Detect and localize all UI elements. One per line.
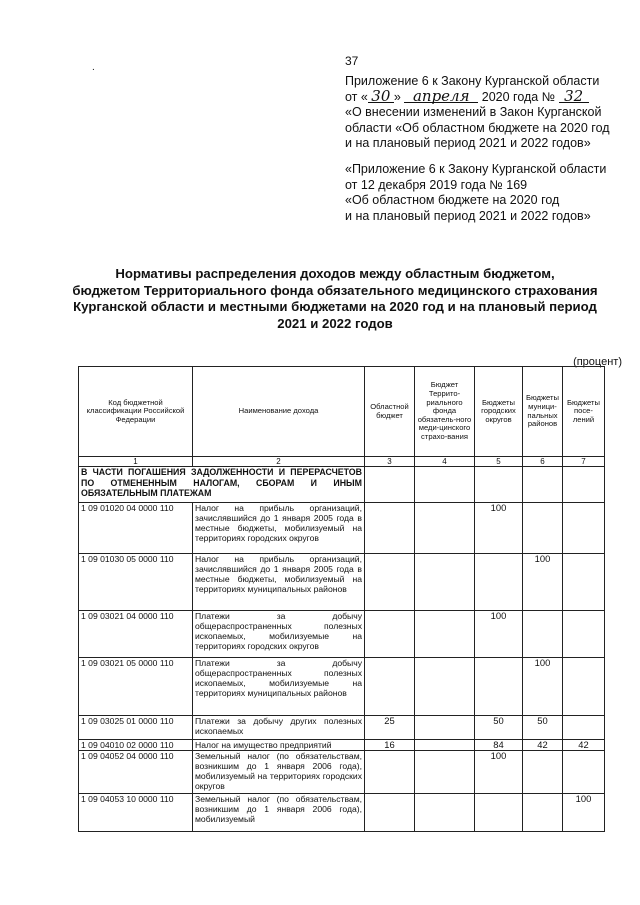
- row-tfoms: [415, 794, 475, 832]
- empty-cell: [523, 467, 563, 503]
- row-regional: [365, 794, 415, 832]
- title-line-2: бюджетом Территориального фонда обязательного медицинского страхования: [72, 282, 598, 298]
- row-city: 100: [475, 503, 523, 554]
- row-district: 42: [523, 740, 563, 751]
- row-city: [475, 794, 523, 832]
- row-settlement: [563, 658, 605, 716]
- header-regional: Областной бюджет: [365, 367, 415, 457]
- row-city: 84: [475, 740, 523, 751]
- amendment-line-3: «О внесении изменений в Закон Курганской: [345, 105, 602, 119]
- document-title: [70, 266, 600, 332]
- row-district: [523, 611, 563, 658]
- row-name: Платежи за добычу других полезных ископаемых: [193, 716, 365, 740]
- col-num: 7: [563, 457, 605, 467]
- table-row: [79, 503, 605, 554]
- row-code: 1 09 01020 04 0000 110: [79, 503, 193, 554]
- row-name: Платежи за добычу общераспространенных полезных ископаемых, мобилизуемые на территориях муниципальных районов: [193, 658, 365, 716]
- row-district: [523, 751, 563, 794]
- row-city: 50: [475, 716, 523, 740]
- row-settlement: 42: [563, 740, 605, 751]
- row-name: Налог на прибыль организаций, зачислявшийся до 1 января 2005 года в местные бюджеты, мобилизуемый на территориях муниципальных районов: [193, 554, 365, 611]
- amendment-header: [345, 74, 635, 152]
- row-settlement: [563, 503, 605, 554]
- row-tfoms: [415, 503, 475, 554]
- row-district: [523, 503, 563, 554]
- empty-cell: [365, 467, 415, 503]
- handwritten-number: 32: [559, 90, 589, 103]
- row-tfoms: [415, 751, 475, 794]
- header-district: Бюджеты муници-пальных районов: [523, 367, 563, 457]
- original-law-header: [345, 162, 635, 224]
- header-name: Наименование дохода: [193, 367, 365, 457]
- norms-table: [78, 366, 605, 832]
- empty-cell: [475, 467, 523, 503]
- row-code: 1 09 03025 01 0000 110: [79, 716, 193, 740]
- table-header-row: [79, 367, 605, 457]
- row-district: 100: [523, 658, 563, 716]
- table-row: [79, 740, 605, 751]
- table-row: [79, 794, 605, 832]
- row-regional: 16: [365, 740, 415, 751]
- table-row: [79, 611, 605, 658]
- row-tfoms: [415, 716, 475, 740]
- amendment-line-2: [345, 86, 635, 106]
- from-prefix: от «: [345, 89, 368, 104]
- row-tfoms: [415, 658, 475, 716]
- row-name: Платежи за добычу общераспространенных полезных ископаемых, мобилизуемые на территориях городских округов: [193, 611, 365, 658]
- title-line-4: 2021 и 2022 годов: [277, 315, 393, 331]
- table-row: [79, 716, 605, 740]
- row-district: 50: [523, 716, 563, 740]
- row-code: 1 09 01030 05 0000 110: [79, 554, 193, 611]
- row-regional: [365, 554, 415, 611]
- col-num: 2: [193, 457, 365, 467]
- original-line-2: от 12 декабря 2019 года № 169: [345, 177, 528, 192]
- row-name: Налог на имущество предприятий: [193, 740, 365, 751]
- row-tfoms: [415, 554, 475, 611]
- title-line-3: Курганской области и местными бюджетами на 2020 год и на плановый период: [73, 299, 597, 314]
- year-text: 2020 года №: [481, 89, 556, 104]
- amendment-line-4: области «Об областном бюджете на 2020 год: [345, 120, 610, 135]
- handwritten-day: 30: [368, 90, 394, 103]
- handwritten-month: апреля: [404, 90, 478, 103]
- row-code: 1 09 03021 05 0000 110: [79, 658, 193, 716]
- original-line-4: и на плановый период 2021 и 2022 годов»: [345, 208, 591, 223]
- empty-cell: [563, 467, 605, 503]
- row-tfoms: [415, 740, 475, 751]
- row-district: [523, 794, 563, 832]
- row-regional: [365, 658, 415, 716]
- col-num: 1: [79, 457, 193, 467]
- row-tfoms: [415, 611, 475, 658]
- unit-label: (процент): [573, 356, 622, 368]
- original-line-1: «Приложение 6 к Закону Курганской области: [345, 162, 607, 176]
- scan-speck: .: [92, 62, 95, 73]
- column-number-row: [79, 457, 605, 467]
- row-regional: 25: [365, 716, 415, 740]
- header-code: Код бюджетной классификации Российской Федерации: [79, 367, 193, 457]
- page-number: 37: [345, 54, 359, 68]
- col-num: 3: [365, 457, 415, 467]
- day-close-quote: »: [393, 89, 401, 104]
- row-code: 1 09 04053 10 0000 110: [79, 794, 193, 832]
- amendment-line-1: Приложение 6 к Закону Курганской области: [345, 74, 600, 88]
- row-code: 1 09 04010 02 0000 110: [79, 740, 193, 751]
- row-code: 1 09 03021 04 0000 110: [79, 611, 193, 658]
- row-name: Налог на прибыль организаций, зачислявшийся до 1 января 2005 года в местные бюджеты, мобилизуемый на территориях городских округов: [193, 503, 365, 554]
- col-num: 4: [415, 457, 475, 467]
- row-code: 1 09 04052 04 0000 110: [79, 751, 193, 794]
- empty-cell: [415, 467, 475, 503]
- row-regional: [365, 751, 415, 794]
- row-name: Земельный налог (по обязательствам, возникшим до 1 января 2006 года), мобилизуемый на территориях городских округов: [193, 751, 365, 794]
- header-settlement: Бюджеты посе-лений: [563, 367, 605, 457]
- table-row: [79, 658, 605, 716]
- amendment-line-5: и на плановый период 2021 и 2022 годов»: [345, 136, 591, 150]
- row-settlement: [563, 611, 605, 658]
- row-city: [475, 658, 523, 716]
- row-regional: [365, 503, 415, 554]
- row-settlement: [563, 554, 605, 611]
- title-line-1: Нормативы распределения доходов между областным бюджетом,: [115, 266, 555, 281]
- row-settlement: [563, 716, 605, 740]
- original-line-3: «Об областном бюджете на 2020 год: [345, 193, 560, 207]
- row-name: Земельный налог (по обязательствам, возникшим до 1 января 2006 года), мобилизуемый: [193, 794, 365, 832]
- section-heading: В ЧАСТИ ПОГАШЕНИЯ ЗАДОЛЖЕННОСТИ И ПЕРЕРАСЧЕТОВ ПО ОТМЕНЕННЫМ НАЛОГАМ, СБОРАМ И ИНЫМ ОБЯЗАТЕЛЬНЫМ ПЛАТЕЖАМ: [79, 467, 365, 503]
- row-city: 100: [475, 751, 523, 794]
- header-tfoms: Бюджет Террито-риального фонда обязатель-ного меди-цинского страхо-вания: [415, 367, 475, 457]
- col-num: 6: [523, 457, 563, 467]
- row-city: 100: [475, 611, 523, 658]
- row-city: [475, 554, 523, 611]
- row-regional: [365, 611, 415, 658]
- col-num: 5: [475, 457, 523, 467]
- table-row: [79, 751, 605, 794]
- row-district: 100: [523, 554, 563, 611]
- section-row: [79, 467, 605, 503]
- table-row: [79, 554, 605, 611]
- header-city: Бюджеты городских округов: [475, 367, 523, 457]
- row-settlement: 100: [563, 794, 605, 832]
- row-settlement: [563, 751, 605, 794]
